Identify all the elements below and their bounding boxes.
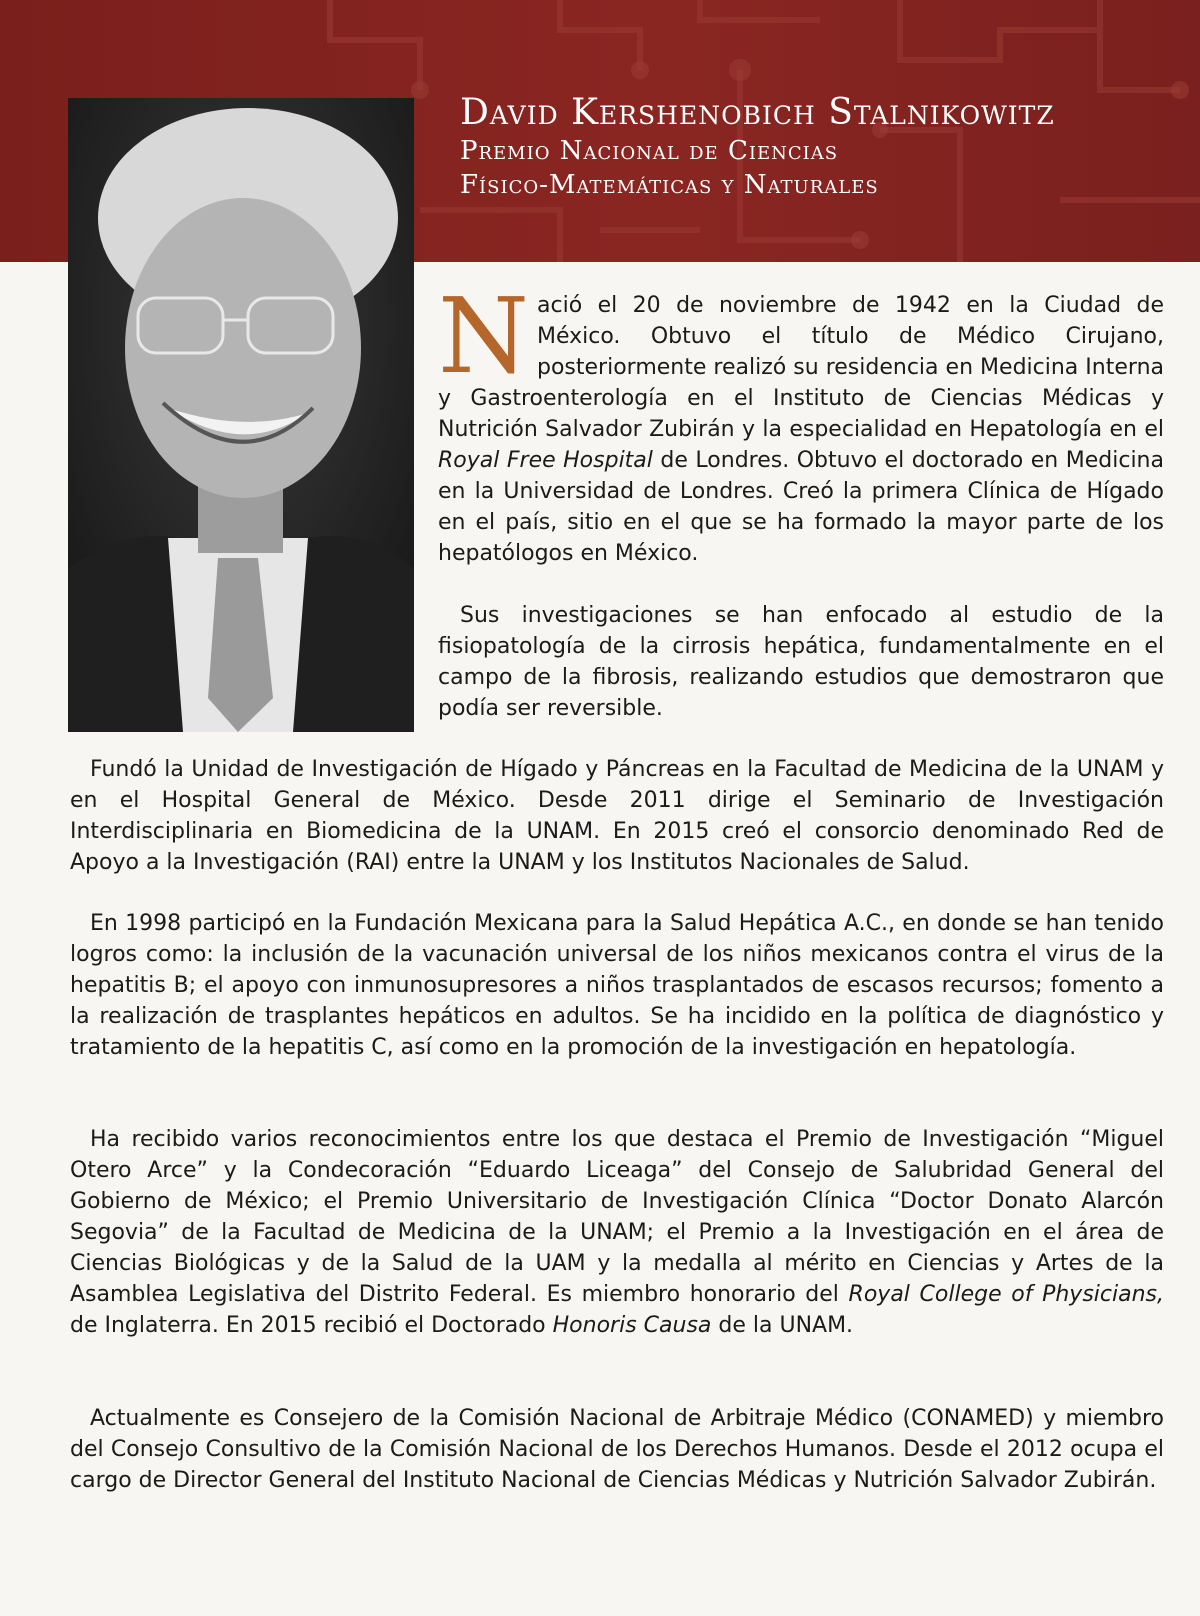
title-block (460, 92, 1190, 202)
portrait-illustration (68, 98, 414, 732)
bio-paragraph-5-text-a: Ha recibido varios reconocimientos entre los que destaca el Premio de Investigación “Miguel Otero Arce” y la Condecoración “Eduardo Liceaga” del Consejo de Salubridad General del Gobierno de México; el Premio Universitario de Investigación Clínica “Doctor Donato Alarcón Segovia” de la Facultad de Medicina de la UNAM; el Premio a la Investigación en el área de Ciencias Biológicas y de la Salud de la UAM y la medalla al mérito en Ciencias y Artes de la Asamblea Legislativa del Distrito Federal. Es miembro honorario del (70, 1127, 1164, 1307)
bio-paragraph-1 (438, 275, 1164, 569)
bio-paragraph-5-text-c: de Inglaterra. En 2015 recibió el Doctorado (70, 1313, 553, 1338)
drop-cap: N (438, 275, 529, 397)
award-title-line-2: Físico-Matemáticas y Naturales (460, 170, 879, 200)
bio-paragraph-5 (70, 1124, 1164, 1341)
bio-paragraph-2: Sus investigaciones se han enfocado al estudio de la fisiopatología de la cirrosis hepática, fundamentalmente en el campo de la fibrosis, realizando estudios que demostraron que podía ser reversible. (438, 603, 1164, 721)
bio-paragraph-5-text-e: de la UNAM. (711, 1313, 854, 1338)
bio-paragraph-1-text-c: de Londres. Obtuvo el doctorado en Medicina en la Universidad de Londres. Creó la primera Clínica de Hígado en el país, sitio en el que se ha formado la mayor parte de los hepatólogos en México. (438, 448, 1164, 566)
award-title-line-1: Premio Nacional de Ciencias (460, 136, 839, 166)
bio-paragraph-3: Fundó la Unidad de Investigación de Hígado y Páncreas en la Facultad de Medicina de la UNAM y en el Hospital General de México. Desde 2011 dirige el Seminario de Investigación Interdisciplinaria en Biomedicina de la UNAM. En 2015 creó el consorcio denominado Red de Apoyo a la Investigación (RAI) entre la UNAM y los Institutos Nacionales de Salud. (70, 757, 1164, 875)
honoris-causa-italic: Honoris Causa (552, 1313, 712, 1338)
bio-paragraph-4: En 1998 participó en la Fundación Mexicana para la Salud Hepática A.C., en donde se han tenido logros como: la inclusión de la vacunación universal de los niños mexicanos contra el virus de la hepatitis B; el apoyo con inmunosupresores a niños trasplantados de escasos recursos; fomento a la realización de trasplantes hepáticos en adultos. Se ha incidido en la política de diagnóstico y tratamiento de la hepatitis C, así como en la promoción de la investigación en hepatología. (70, 911, 1164, 1060)
bio-paragraph-6: Actualmente es Consejero de la Comisión Nacional de Arbitraje Médico (CONAMED) y miembro del Consejo Consultivo de la Comisión Nacional de los Derechos Humanos. Desde el 2012 ocupa el cargo de Director General del Instituto Nacional de Ciencias Médicas y Nutrición Salvador Zubirán. (70, 1406, 1164, 1493)
royal-college-italic: Royal College of Physicians, (848, 1282, 1164, 1307)
portrait-photo (68, 98, 414, 732)
person-name: David Kershenobich Stalnikowitz (460, 92, 1055, 133)
bio-paragraph-1-text-a: ació el 20 de noviembre de 1942 en la Ciudad de México. Obtuvo el título de Médico Cirujano, posteriormente realizó su residencia en Medicina Interna y Gastroenterología en el Instituto de Ciencias Médicas y Nutrición Salvador Zubirán y la especialidad en Hepatología en el (438, 293, 1164, 442)
royal-free-hospital-italic: Royal Free Hospital (438, 448, 653, 473)
